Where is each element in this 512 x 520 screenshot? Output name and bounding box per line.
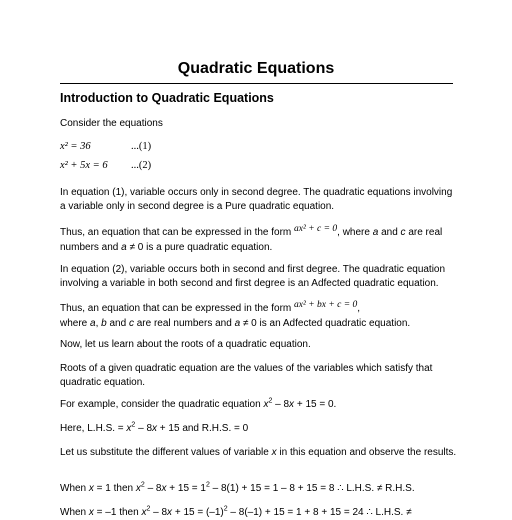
text: – 8(–1) + 15 = 1 + 8 + 15 = 24 ∴ L.H.S. ≠ xyxy=(227,507,412,518)
var-x: x xyxy=(126,423,132,434)
text: Thus, an equation that can be expressed in the form xyxy=(60,303,295,314)
text: – 8 xyxy=(272,399,290,410)
var-x: x xyxy=(271,447,277,458)
text: When xyxy=(60,507,89,518)
text: Here, L.H.S. = xyxy=(60,423,127,434)
text: – 8 xyxy=(135,423,153,434)
text: Thus, an equation that can be expressed in the form xyxy=(60,227,295,238)
text: + 15 = 0. xyxy=(294,399,337,410)
var-c: c xyxy=(128,317,134,329)
var-a: a xyxy=(372,227,379,238)
text: + 15 = 1 xyxy=(166,483,206,494)
equation-1-number: ...(1) xyxy=(131,141,152,152)
var-b: b xyxy=(101,317,107,329)
text: + 15 = (–1) xyxy=(172,507,224,518)
paragraph-pure-definition: In equation (1), variable occurs only in second degree. The quadratic equations involving a variable only in second degree is a Pure quadratic equation. xyxy=(60,187,453,212)
var-a: a xyxy=(121,241,127,253)
paragraph-roots-definition: Roots of a given quadratic equation are the values of the variables which satisfy that quadratic equation. xyxy=(60,363,433,388)
var-x: x xyxy=(88,483,94,494)
paragraph-adfected-form xyxy=(60,302,460,330)
text: where xyxy=(60,317,91,329)
var-x: x xyxy=(161,483,167,494)
var-x: x xyxy=(289,399,295,410)
var-x: x xyxy=(141,507,147,518)
text: , xyxy=(357,303,361,314)
var-x: x xyxy=(152,423,158,434)
paragraph-x-equals-minus-1 xyxy=(60,506,500,520)
pure-form-formula: ax² + c = 0 xyxy=(294,224,338,234)
paragraph-x-equals-1 xyxy=(60,482,500,496)
equation-1-lhs: x² = 36 xyxy=(60,141,91,152)
equation-2-lhs: x² + 5x = 6 xyxy=(60,160,108,171)
text: and xyxy=(378,227,401,238)
text: Let us substitute the different values of variable xyxy=(60,447,272,458)
exponent: 2 xyxy=(131,421,136,429)
paragraph-substitute xyxy=(60,446,460,460)
text: + 15 and R.H.S. = 0 xyxy=(157,423,249,434)
section-heading: Introduction to Quadratic Equations xyxy=(60,91,274,105)
text: – 8 xyxy=(150,507,168,518)
exponent: 2 xyxy=(146,505,151,513)
exponent: 2 xyxy=(268,397,273,405)
var-x: x xyxy=(135,483,141,494)
text: ≠ 0 is an Adfected quadratic equation. xyxy=(240,317,411,329)
text: For example, consider the quadratic equation xyxy=(60,399,264,410)
var-c: c xyxy=(400,227,406,238)
paragraph-pure-form xyxy=(60,226,460,254)
exponent: 2 xyxy=(223,505,228,513)
paragraph-adfected-definition: In equation (2), variable occurs both in second and first degree. The quadratic equation involving a variable in both second and first degree is an Adfected quadratic equation. xyxy=(60,264,446,289)
text: ≠ 0 is a pure quadratic equation. xyxy=(126,241,273,253)
text: , xyxy=(95,317,102,329)
text: are real numbers and xyxy=(60,227,443,253)
paragraph-roots-intro: Now, let us learn about the roots of a quadratic equation. xyxy=(60,339,311,350)
text: are real numbers and xyxy=(133,317,235,329)
page-title: Quadratic Equations xyxy=(177,60,335,77)
paragraph-example xyxy=(60,398,460,412)
text: When xyxy=(60,483,89,494)
text: = –1 then xyxy=(93,507,142,518)
title-divider xyxy=(60,83,453,84)
var-a: a xyxy=(90,317,96,329)
text: in this equation and observe the results. xyxy=(276,447,457,458)
text: – 8 xyxy=(144,483,162,494)
text: , where xyxy=(337,227,373,238)
adfected-form-formula: ax² + bx + c = 0 xyxy=(294,300,358,310)
paragraph-lhs-rhs xyxy=(60,422,460,436)
exponent: 2 xyxy=(205,481,210,489)
text: = 1 then xyxy=(93,483,136,494)
equation-2-number: ...(2) xyxy=(131,160,152,171)
paragraph-consider: Consider the equations xyxy=(60,118,163,129)
text: and xyxy=(106,317,129,329)
text: – 8(1) + 15 = 1 – 8 + 15 = 8 ∴ L.H.S. ≠ R.H.S. xyxy=(209,483,415,494)
exponent: 2 xyxy=(140,481,145,489)
var-x: x xyxy=(263,399,269,410)
var-x: x xyxy=(167,507,173,518)
var-x: x xyxy=(88,507,94,518)
var-a: a xyxy=(234,317,241,329)
